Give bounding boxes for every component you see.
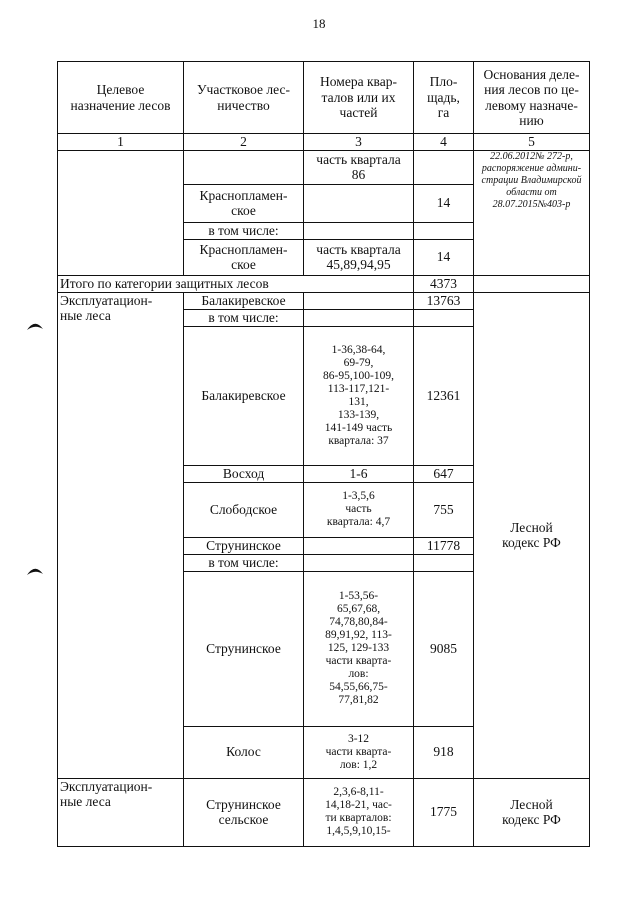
purpose-cell: Эксплуатацион- ные леса xyxy=(58,292,184,778)
table-cell: часть квартала 45,89,94,95 xyxy=(304,239,414,275)
table-cell: Балакиревское xyxy=(184,326,304,465)
category-total-value: 4373 xyxy=(414,275,474,292)
column-number: 5 xyxy=(474,134,590,151)
table-cell: 1-53,56- 65,67,68, 74,78,80,84- 89,91,92, 113- 125, 129-133 части кварта- лов: 54,55,66,75- 77,81,82 xyxy=(304,571,414,726)
table-cell: часть квартала 86 xyxy=(304,150,414,184)
scan-mark-icon xyxy=(26,320,44,332)
page-number: 18 xyxy=(312,16,326,31)
table-row xyxy=(58,778,590,846)
table-cell xyxy=(414,309,474,326)
table-cell xyxy=(304,554,414,571)
table-cell: 647 xyxy=(414,465,474,482)
forest-purpose-table xyxy=(57,61,590,847)
table-row xyxy=(58,292,590,309)
column-number: 1 xyxy=(58,134,184,151)
table-cell: Струнинское xyxy=(184,571,304,726)
table-cell xyxy=(58,150,184,275)
table-cell: Балакиревское xyxy=(184,292,304,309)
table-cell: 1-36,38-64, 69-79, 86-95,100-109, 113-117,121- 131, 133-139, 141-149 часть квартала: 37 xyxy=(304,326,414,465)
table-cell: Колос xyxy=(184,726,304,778)
table-cell xyxy=(414,222,474,239)
column-number-row xyxy=(58,134,590,151)
basis-forest-code-cell: Лесной кодекс РФ xyxy=(474,778,590,846)
table-cell xyxy=(474,275,590,292)
header-area: Пло- щадь, га xyxy=(414,62,474,134)
column-number: 4 xyxy=(414,134,474,151)
column-number: 2 xyxy=(184,134,304,151)
purpose-cell: Эксплуатацион- ные леса xyxy=(58,778,184,846)
table-cell: 2,3,6-8,11- 14,18-21, час- ти кварталов: 1,4,5,9,10,15- xyxy=(304,778,414,846)
table-row xyxy=(58,150,590,184)
table-cell: Краснопламен- ское xyxy=(184,239,304,275)
table-cell: 1775 xyxy=(414,778,474,846)
table-cell xyxy=(304,184,414,222)
table-cell: 12361 xyxy=(414,326,474,465)
header-basis: Основания деле- ния лесов по це- левому назначе- нию xyxy=(474,62,590,134)
table-cell: Краснопламен- ское xyxy=(184,184,304,222)
header-district: Участковое лес- ничество xyxy=(184,62,304,134)
table-cell: 1-3,5,6 часть квартала: 4,7 xyxy=(304,482,414,537)
scan-mark-icon xyxy=(26,565,44,577)
table-cell: 1-6 xyxy=(304,465,414,482)
table-cell: 14 xyxy=(414,239,474,275)
table-cell xyxy=(184,150,304,184)
header-purpose: Целевое назначение лесов xyxy=(58,62,184,134)
table-cell: 11778 xyxy=(414,537,474,554)
table-cell: Восход xyxy=(184,465,304,482)
category-total-label: Итого по категории защитных лесов xyxy=(58,275,414,292)
table-cell: 3-12 части кварта- лов: 1,2 xyxy=(304,726,414,778)
basis-forest-code-cell: Лесной кодекс РФ xyxy=(474,292,590,778)
header-quarters: Номера квар- талов или их частей xyxy=(304,62,414,134)
table-cell: в том числе: xyxy=(184,309,304,326)
table-cell: в том числе: xyxy=(184,222,304,239)
column-number: 3 xyxy=(304,134,414,151)
table-cell xyxy=(304,537,414,554)
table-cell: 918 xyxy=(414,726,474,778)
table-cell xyxy=(304,309,414,326)
table-row xyxy=(58,275,590,292)
table-cell xyxy=(304,222,414,239)
table-cell xyxy=(304,292,414,309)
table-cell xyxy=(414,554,474,571)
table-cell: 14 xyxy=(414,184,474,222)
table-cell: Слободское xyxy=(184,482,304,537)
table-cell: в том числе: xyxy=(184,554,304,571)
table-cell: 755 xyxy=(414,482,474,537)
table-cell: 13763 xyxy=(414,292,474,309)
table-cell: Струнинское сельское xyxy=(184,778,304,846)
table-cell: Струнинское xyxy=(184,537,304,554)
table-cell: 9085 xyxy=(414,571,474,726)
table-header-row xyxy=(58,62,590,134)
basis-decree-cell: 22.06.2012№ 272-р, распоряжение админи- страции Владимирской области от 28.07.2015№403-р xyxy=(474,150,590,275)
table-cell xyxy=(414,150,474,184)
